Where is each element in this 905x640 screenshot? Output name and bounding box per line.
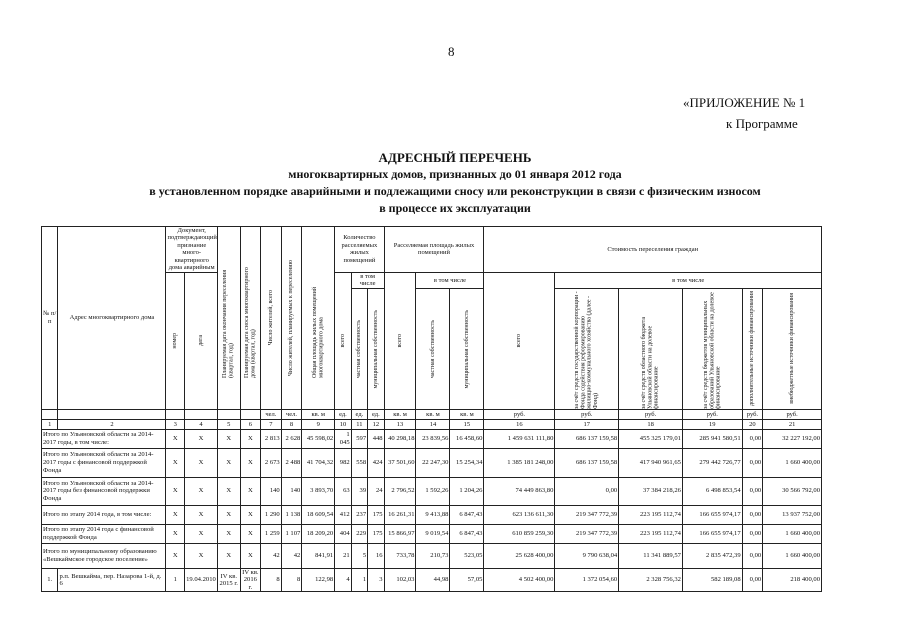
- row-number: 1.: [42, 568, 58, 592]
- unit-cell: ед.: [368, 409, 384, 419]
- header-rooms-municipal: муниципальная собственность: [368, 288, 384, 409]
- table-cell: 5: [351, 543, 367, 568]
- header-rooms-count: Количество расселяемых жилых помещений: [335, 227, 384, 273]
- table-cell: 57,05: [450, 568, 484, 592]
- unit-cell: руб.: [682, 409, 742, 419]
- table-cell: 6 847,43: [450, 524, 484, 543]
- header-document: Документ, подтверждающий признание много-квартирного дома аварийным: [167, 227, 217, 272]
- row-label: Итого по Ульяновской области за 2014-2017 годы, в том числе:: [42, 429, 166, 448]
- table-cell: Х: [217, 448, 240, 477]
- unit-cell: [185, 409, 218, 419]
- table-cell: 1 660 400,00: [763, 524, 822, 543]
- table-cell: 102,03: [384, 568, 416, 592]
- unit-cell: [240, 409, 261, 419]
- header-address: Адрес многоквартирного дома: [58, 227, 166, 410]
- table-cell: 9 413,88: [416, 505, 450, 524]
- table-cell: 558: [351, 448, 367, 477]
- table-cell: 45 598,02: [302, 429, 335, 448]
- table-cell: 0,00: [742, 524, 763, 543]
- header-planned-relocation: Планируемая дата окончания переселения (квартал, год): [217, 227, 240, 410]
- table-cell: Х: [185, 448, 218, 477]
- table-cell: 30 566 792,00: [763, 477, 822, 505]
- table-cell: Х: [240, 505, 261, 524]
- table-cell: 597: [351, 429, 367, 448]
- table-cell: 219 347 772,39: [555, 505, 619, 524]
- column-number-cell: 1: [42, 419, 58, 429]
- table-cell: 223 195 112,74: [619, 524, 683, 543]
- table-row: [42, 448, 822, 477]
- row-label: Итого по этапу 2014 года, в том числе:: [42, 505, 166, 524]
- table-cell: 733,78: [384, 543, 416, 568]
- table-cell: 40 298,18: [384, 429, 416, 448]
- table-cell: 16: [368, 543, 384, 568]
- table-cell: 2 488: [281, 448, 302, 477]
- table-cell: 1 592,26: [416, 477, 450, 505]
- column-number-cell: 7: [261, 419, 282, 429]
- table-cell: 0,00: [742, 429, 763, 448]
- table-cell: 42: [261, 543, 282, 568]
- header-area-group: Расселяемая площадь жилых помещений: [384, 227, 484, 273]
- row-label: Итого по Ульяновской области за 2014-2017 годы без финансовой поддержки Фонда: [42, 477, 166, 505]
- table-cell: 2 673: [261, 448, 282, 477]
- document-subtitle-3: в процессе их эксплуатации: [379, 201, 531, 215]
- row-address: р.п. Вешкайма, пер. Назарова 1-й, д. 6: [58, 568, 166, 592]
- table-cell: Х: [217, 524, 240, 543]
- document-title: АДРЕСНЫЙ ПЕРЕЧЕНЬ: [378, 150, 532, 165]
- table-cell: Х: [217, 477, 240, 505]
- row-label: Итого по муниципальному образованию «Вешкаймское городское поселение»: [42, 543, 166, 568]
- table-cell: 0,00: [742, 568, 763, 592]
- table-cell: 3 893,70: [302, 477, 335, 505]
- table-cell: 22 247,30: [416, 448, 450, 477]
- header-cost-incl: в том числе: [555, 272, 822, 288]
- table-cell: 166 655 974,17: [682, 524, 742, 543]
- table-cell: 982: [335, 448, 351, 477]
- table-cell: 1 290: [261, 505, 282, 524]
- table-cell: 16 261,31: [384, 505, 416, 524]
- table-cell: 1: [351, 568, 367, 592]
- table-cell: 16 458,60: [450, 429, 484, 448]
- table-cell: 8: [261, 568, 282, 592]
- column-number-cell: 16: [484, 419, 555, 429]
- unit-cell: руб.: [484, 409, 555, 419]
- table-cell: 218 400,00: [763, 568, 822, 592]
- table-cell: 140: [261, 477, 282, 505]
- table-cell: 24: [368, 477, 384, 505]
- unit-cell: [166, 409, 185, 419]
- column-number-cell: 3: [166, 419, 185, 429]
- table-cell: Х: [185, 543, 218, 568]
- unit-cell: [42, 409, 58, 419]
- unit-cell: ед.: [335, 409, 351, 419]
- column-number-cell: 9: [302, 419, 335, 429]
- table-cell: 0,00: [742, 543, 763, 568]
- table-cell: 15 254,34: [450, 448, 484, 477]
- unit-cell: кв. м: [302, 409, 335, 419]
- table-cell: IV кв. 2016 г.: [240, 568, 261, 592]
- header-area-incl: в том числе: [416, 272, 484, 288]
- header-planned-demolition: Планируемая дата сноса многоквартирного дома (квартал, год): [240, 227, 261, 410]
- table-cell: 6 847,43: [450, 505, 484, 524]
- table-cell: 1 138: [281, 505, 302, 524]
- table-cell: 37 501,60: [384, 448, 416, 477]
- row-label: Итого по этапу 2014 года с финансовой поддержкой Фонда: [42, 524, 166, 543]
- table-cell: Х: [217, 429, 240, 448]
- header-rooms-total: всего: [335, 272, 351, 409]
- table-cell: 223 195 112,74: [619, 505, 683, 524]
- table-cell: 1 660 400,00: [763, 543, 822, 568]
- table-cell: Х: [240, 543, 261, 568]
- table-cell: 8: [281, 568, 302, 592]
- table-cell: 523,05: [450, 543, 484, 568]
- header-residents-planned: Число жителей, планируемых к переселению: [281, 227, 302, 410]
- table-row: [42, 505, 822, 524]
- header-no: № п/п: [42, 227, 58, 410]
- table-cell: 3: [368, 568, 384, 592]
- table-cell: 13 937 752,00: [763, 505, 822, 524]
- table-cell: 21: [335, 543, 351, 568]
- table-cell: Х: [185, 505, 218, 524]
- table-cell: 2 796,52: [384, 477, 416, 505]
- address-register-table: [41, 226, 822, 592]
- unit-cell: чел.: [261, 409, 282, 419]
- table-cell: 6 498 853,54: [682, 477, 742, 505]
- table-cell: 1: [166, 568, 185, 592]
- table-cell: 41 704,32: [302, 448, 335, 477]
- table-cell: Х: [185, 429, 218, 448]
- column-number-cell: 19: [682, 419, 742, 429]
- table-cell: 42: [281, 543, 302, 568]
- table-cell: 1 045: [335, 429, 351, 448]
- table-cell: 4: [335, 568, 351, 592]
- header-cost-regional: за счёт средств областного бюджета Ульяновской области на долевое финансирование: [619, 288, 683, 409]
- header-area-municipal: муниципальная собственность: [450, 288, 484, 409]
- table-cell: 1 372 054,60: [555, 568, 619, 592]
- table-cell: 175: [368, 524, 384, 543]
- column-number-cell: 12: [368, 419, 384, 429]
- table-cell: Х: [166, 448, 185, 477]
- table-cell: 18 609,54: [302, 505, 335, 524]
- unit-cell: руб.: [619, 409, 683, 419]
- header-rooms-incl: в том числе: [351, 272, 384, 288]
- column-number-cell: 8: [281, 419, 302, 429]
- table-cell: IV кв. 2015 г.: [217, 568, 240, 592]
- header-cost-fund: за счёт средств государственной корпорации - Фонда содействия реформированию жилищно-коммунального хозяйства (далее - Фонд): [555, 288, 619, 409]
- table-cell: 9 790 638,04: [555, 543, 619, 568]
- table-cell: 122,98: [302, 568, 335, 592]
- table-cell: 686 137 159,58: [555, 448, 619, 477]
- header-cost-local: за счёт средств бюджетов муниципальных образований Ульяновской области на долевое финансирование: [682, 288, 742, 409]
- column-number-cell: 15: [450, 419, 484, 429]
- table-cell: 37 384 218,26: [619, 477, 683, 505]
- header-doc-date: дата: [185, 272, 218, 409]
- unit-cell: руб.: [555, 409, 619, 419]
- column-number-cell: 14: [416, 419, 450, 429]
- table-cell: 44,98: [416, 568, 450, 592]
- header-cost-extra: дополнительные источники финансирования: [742, 288, 763, 409]
- table-cell: 175: [368, 505, 384, 524]
- table-cell: Х: [185, 524, 218, 543]
- table-cell: 2 628: [281, 429, 302, 448]
- table-cell: 2 328 756,32: [619, 568, 683, 592]
- table-cell: 4 502 400,00: [484, 568, 555, 592]
- table-cell: 0,00: [555, 477, 619, 505]
- row-label: Итого по Ульяновской области за 2014-2017 годы с финансовой поддержкой Фонда: [42, 448, 166, 477]
- unit-cell: чел.: [281, 409, 302, 419]
- unit-cell: руб.: [763, 409, 822, 419]
- header-cost-total: всего: [484, 272, 555, 409]
- table-cell: 15 866,97: [384, 524, 416, 543]
- table-cell: 1 204,26: [450, 477, 484, 505]
- table-cell: 229: [351, 524, 367, 543]
- document-subtitle-2: в установленном порядке аварийными и подлежащими сносу или реконструкции в связи с физическим износом: [149, 184, 761, 198]
- table-cell: 1 660 400,00: [763, 448, 822, 477]
- table-cell: 841,91: [302, 543, 335, 568]
- table-cell: 74 449 863,80: [484, 477, 555, 505]
- table-cell: Х: [217, 505, 240, 524]
- annex-label: «ПРИЛОЖЕНИЕ № 1: [683, 95, 806, 110]
- table-cell: 404: [335, 524, 351, 543]
- header-doc-number: номер: [166, 272, 185, 409]
- table-cell: 219 347 772,39: [555, 524, 619, 543]
- table-cell: 166 655 974,17: [682, 505, 742, 524]
- column-number-cell: 13: [384, 419, 416, 429]
- table-cell: 285 941 580,51: [682, 429, 742, 448]
- column-number-cell: 21: [763, 419, 822, 429]
- table-cell: 0,00: [742, 448, 763, 477]
- unit-cell: [58, 409, 166, 419]
- unit-cell: руб.: [742, 409, 763, 419]
- header-total-area: Общая площадь жилых помещений многоквартирного дома: [302, 227, 335, 410]
- table-cell: Х: [166, 477, 185, 505]
- table-cell: 424: [368, 448, 384, 477]
- table-cell: 63: [335, 477, 351, 505]
- table-cell: Х: [166, 524, 185, 543]
- table-row: [42, 477, 822, 505]
- table-cell: 2 835 472,39: [682, 543, 742, 568]
- unit-cell: кв. м: [450, 409, 484, 419]
- table-cell: 39: [351, 477, 367, 505]
- table-row: [42, 429, 822, 448]
- table-cell: 686 137 159,58: [555, 429, 619, 448]
- header-rooms-private: частная собственность: [351, 288, 367, 409]
- header-area-private: частная собственность: [416, 288, 450, 409]
- table-cell: 1 459 631 111,80: [484, 429, 555, 448]
- table-cell: 11 341 889,57: [619, 543, 683, 568]
- header-residents: Число жителей, всего: [261, 227, 282, 410]
- page-number: 8: [448, 44, 455, 59]
- table-cell: Х: [240, 448, 261, 477]
- program-label: к Программе: [726, 116, 798, 131]
- unit-cell: [217, 409, 240, 419]
- table-row: [42, 543, 822, 568]
- table-cell: 0,00: [742, 477, 763, 505]
- table-cell: Х: [240, 477, 261, 505]
- table-cell: 1 259: [261, 524, 282, 543]
- table-cell: 25 628 400,00: [484, 543, 555, 568]
- column-number-cell: 5: [217, 419, 240, 429]
- column-number-cell: 20: [742, 419, 763, 429]
- table-cell: 140: [281, 477, 302, 505]
- column-number-cell: 11: [351, 419, 367, 429]
- table-cell: 23 839,56: [416, 429, 450, 448]
- table-row: [42, 524, 822, 543]
- table-cell: 1 107: [281, 524, 302, 543]
- table-cell: 412: [335, 505, 351, 524]
- column-number-row: [42, 419, 822, 429]
- unit-cell: ед.: [351, 409, 367, 419]
- table-cell: 237: [351, 505, 367, 524]
- unit-cell: кв. м: [384, 409, 416, 419]
- table-cell: 32 227 192,00: [763, 429, 822, 448]
- table-cell: 448: [368, 429, 384, 448]
- table-cell: 623 136 611,30: [484, 505, 555, 524]
- table-cell: Х: [166, 505, 185, 524]
- document-subtitle-1: многоквартирных домов, признанных до 01 января 2012 года: [288, 167, 622, 181]
- table-cell: Х: [166, 543, 185, 568]
- column-number-cell: 10: [335, 419, 351, 429]
- column-number-cell: 4: [185, 419, 218, 429]
- table-cell: 417 940 961,65: [619, 448, 683, 477]
- column-number-cell: 6: [240, 419, 261, 429]
- table-cell: 1 385 181 248,00: [484, 448, 555, 477]
- table-cell: 19.04.2010: [185, 568, 218, 592]
- units-row: [42, 409, 822, 419]
- unit-cell: кв. м: [416, 409, 450, 419]
- table-cell: 2 813: [261, 429, 282, 448]
- table-cell: Х: [185, 477, 218, 505]
- table-cell: Х: [217, 543, 240, 568]
- header-cost-group: Стоимость переселения граждан: [484, 227, 822, 273]
- table-cell: Х: [240, 524, 261, 543]
- table-cell: 455 325 179,01: [619, 429, 683, 448]
- table-cell: Х: [240, 429, 261, 448]
- table-cell: 210,73: [416, 543, 450, 568]
- column-number-cell: 17: [555, 419, 619, 429]
- table-cell: 9 019,54: [416, 524, 450, 543]
- table-cell: 18 209,20: [302, 524, 335, 543]
- table-cell: 0,00: [742, 505, 763, 524]
- table-cell: 610 859 259,30: [484, 524, 555, 543]
- header-area-total: всего: [384, 272, 416, 409]
- column-number-cell: 18: [619, 419, 683, 429]
- table-cell: 279 442 726,77: [682, 448, 742, 477]
- column-number-cell: 2: [58, 419, 166, 429]
- table-cell: Х: [166, 429, 185, 448]
- table-cell: 582 189,08: [682, 568, 742, 592]
- header-cost-offbudget: внебюджетные источники финансирования: [763, 288, 822, 409]
- table-row-item: [42, 568, 822, 592]
